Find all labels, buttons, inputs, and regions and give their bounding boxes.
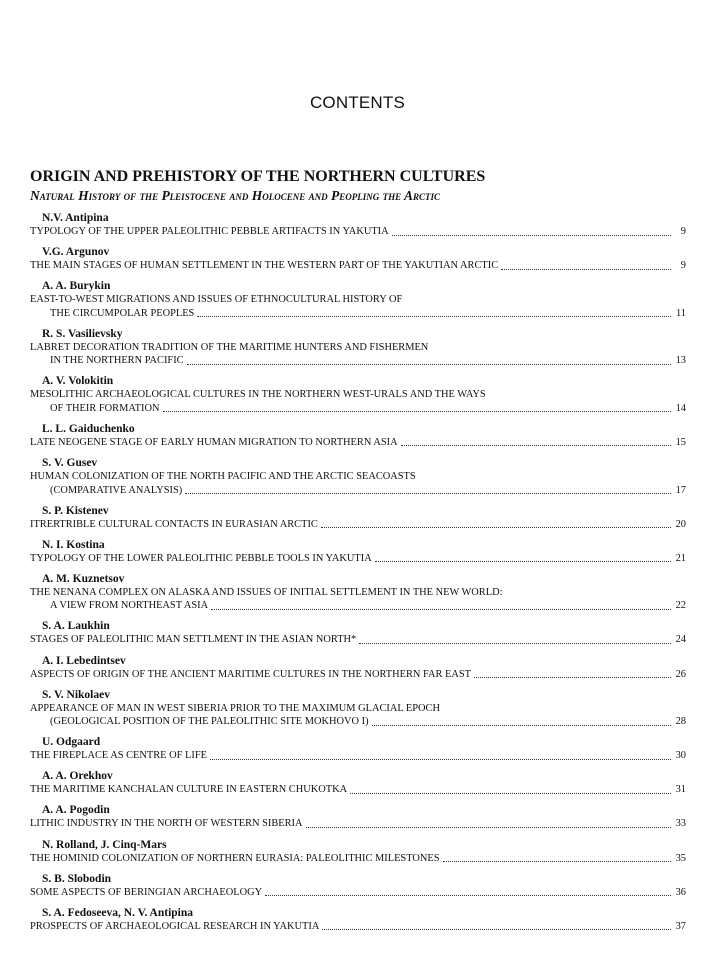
entry-title-line [30,783,686,797]
entry-page-number: 20 [675,518,686,530]
entry-author: S. V. Gusev [42,457,98,470]
entry-title-line [30,920,686,934]
entry-author: S. B. Slobodin [42,872,112,885]
entry-title-line [30,307,686,321]
entry-author: A. A. Burykin [42,280,111,293]
toc-entry[interactable] [30,838,686,866]
entry-title-line [30,402,686,416]
toc-entry[interactable] [30,872,686,900]
entry-gap [30,368,686,375]
entry-title-line [30,293,686,307]
entry-author: A. M. Kuznetsov [42,572,125,585]
entry-title: THE MAIN STAGES OF HUMAN SETTLEMENT IN THE WESTERN PART OF THE YAKUTIAN ARCTIC [30,260,499,272]
entry-author: S. A. Laukhin [42,620,110,633]
entry-gap [30,899,686,906]
entry-title-line [30,633,686,647]
entry-gap [30,531,686,538]
dot-leader [501,269,671,270]
entry-gap [30,239,686,246]
entry-gap [30,415,686,422]
entry-gap [30,565,686,572]
entry-title: ASPECTS OF ORIGIN OF THE ANCIENT MARITIME CULTURES IN THE NORTHERN FAR EAST [30,668,472,680]
entry-author: S. A. Fedoseeva, N. V. Antipina [42,906,194,919]
entry-gap [30,449,686,456]
entry-title: PROSPECTS OF ARCHAEOLOGICAL RESEARCH IN YAKUTIA [30,920,320,932]
entry-author: A. A. Pogodin [42,804,110,817]
entry-page-number: 31 [675,784,686,796]
entry-title: IN THE NORTHERN PACIFIC [50,355,184,367]
entry-author: S. P. Kistenev [42,504,109,517]
entry-title-line [30,586,686,600]
entry-gap [30,797,686,804]
entry-page-number: 15 [675,436,686,448]
entry-page-number: 35 [675,852,686,864]
toc-entries [30,211,686,933]
dot-leader [187,364,671,365]
entry-page-number: 11 [675,307,686,319]
entry-title-line [30,470,686,484]
toc-entry[interactable] [30,619,686,647]
entry-page-number: 28 [675,716,686,728]
dot-leader [359,643,671,644]
entry-gap [30,681,686,688]
toc-entry[interactable] [30,456,686,497]
entry-author: U. Odgaard [42,736,101,749]
entry-title: OF THEIR FORMATION [50,402,160,414]
entry-author: A. A. Orekhov [42,770,113,783]
dot-leader [443,861,672,862]
entry-author: N. I. Kostina [42,538,105,551]
entry-title: THE FIREPLACE AS CENTRE OF LIFE [30,750,207,762]
subsection-title: Natural History of the Pleistocene and Holocene and Peopling the Arctic [30,188,441,203]
entry-author: N. Rolland, J. Cinq-Mars [42,838,167,851]
entry-page-number: 26 [675,668,686,680]
entry-author: V.G. Argunov [42,246,110,259]
entry-title-line [30,886,686,900]
entry-page-number: 30 [675,750,686,762]
toc-entry[interactable] [30,803,686,831]
dot-leader [350,793,671,794]
toc-entry[interactable] [30,538,686,566]
entry-title: A VIEW FROM NORTHEAST ASIA [50,600,209,612]
entry-page-number: 17 [675,484,686,496]
entry-title: LATE NEOGENE STAGE OF EARLY HUMAN MIGRATION TO NORTHERN ASIA [30,436,398,448]
dot-leader [392,235,671,236]
entry-title-line [30,225,686,239]
toc-entry[interactable] [30,504,686,532]
entry-title: STAGES OF PALEOLITHIC MAN SETTLMENT IN THE ASIAN NORTH* [30,634,357,646]
entry-page-number: 13 [675,355,686,367]
entry-title-line [30,354,686,368]
dot-leader [210,759,671,760]
entry-page-number: 33 [675,818,686,830]
entry-page-number: 24 [675,634,686,646]
entry-title: THE MARITIME KANCHALAN CULTURE IN EASTERN CHUKOTKA [30,784,348,796]
dot-leader [474,677,671,678]
toc-entry[interactable] [30,422,686,450]
entry-page-number: 14 [675,402,686,414]
entry-author: S. V. Nikolaev [42,688,110,701]
entry-title: (GEOLOGICAL POSITION OF THE PALEOLITHIC SITE MOKHOVO I) [50,716,369,728]
entry-gap [30,273,686,280]
entry-gap [30,320,686,327]
entry-page-number: 37 [675,920,686,932]
toc-entry[interactable] [30,572,686,613]
entry-gap [30,865,686,872]
entry-page-number: 36 [675,886,686,898]
entry-gap [30,497,686,504]
entry-author: R. S. Vasilievsky [42,327,123,340]
entry-title-line [30,817,686,831]
entry-title-line [30,388,686,402]
entry-title-line [30,668,686,682]
dot-leader [185,493,671,494]
dot-leader [375,561,671,562]
entry-title-line [30,552,686,566]
entry-title: LABRET DECORATION TRADITION OF THE MARITIME HUNTERS AND FISHERMEN [30,341,429,353]
entry-title-line [30,484,686,498]
entry-title: HUMAN COLONIZATION OF THE NORTH PACIFIC AND THE ARCTIC SEACOASTS [30,471,416,483]
entry-gap [30,647,686,654]
entry-gap [30,613,686,620]
toc-entry[interactable] [30,279,686,320]
toc-entry[interactable] [30,906,686,934]
entry-title: LITHIC INDUSTRY IN THE NORTH OF WESTERN SIBERIA [30,818,303,830]
toc-entry[interactable] [30,211,686,239]
entry-title: THE HOMINID COLONIZATION OF NORTHERN EURASIA: PALEOLITHIC MILESTONES [30,852,440,864]
entry-title: THE NENANA COMPLEX ON ALASKA AND ISSUES OF INITIAL SETTLEMENT IN THE NEW WORLD: [30,586,503,598]
entry-title-line [30,715,686,729]
entry-title: EAST-TO-WEST MIGRATIONS AND ISSUES OF ETHNOCULTURAL HISTORY OF [30,294,403,306]
dot-leader [163,411,672,412]
entry-author: N.V. Antipina [42,212,109,224]
entry-title: ITRERTRIBLE CULTURAL CONTACTS IN EURASIAN ARCTIC [30,518,318,530]
entry-page-number: 21 [675,552,686,564]
entry-title-line [30,702,686,716]
entry-gap [30,729,686,736]
entry-title-line [30,852,686,866]
entry-title: TYPOLOGY OF THE UPPER PALEOLITHIC PEBBLE ARTIFACTS IN YAKUTIA [30,226,389,237]
section-title: ORIGIN AND PREHISTORY OF THE NORTHERN CULTURES [30,168,486,185]
entry-page-number: 9 [680,260,686,272]
entry-title: SOME ASPECTS OF BERINGIAN ARCHAEOLOGY [30,886,263,898]
toc-entry[interactable] [30,735,686,763]
entry-title: APPEARANCE OF MAN IN WEST SIBERIA PRIOR TO THE MAXIMUM GLACIAL EPOCH [30,702,440,714]
entry-title-line [30,259,686,273]
toc-entry[interactable] [30,769,686,797]
entry-author: A. V. Volokitin [42,375,114,388]
entry-title: TYPOLOGY OF THE LOWER PALEOLITHIC PEBBLE TOOLS IN YAKUTIA [30,552,372,564]
toc-entry[interactable] [30,688,686,729]
dot-leader [265,895,671,896]
toc-entry[interactable] [30,374,686,415]
dot-leader [321,527,671,528]
entry-title-line [30,341,686,355]
dot-leader [372,725,671,726]
entry-title: MESOLITHIC ARCHAEOLOGICAL CULTURES IN THE NORTHERN WEST-URALS AND THE WAYS [30,389,486,401]
entry-title-line [30,599,686,613]
entry-title-line [30,749,686,763]
toc-entry[interactable] [30,654,686,682]
toc-entry[interactable] [30,327,686,368]
entry-gap [30,763,686,770]
dot-leader [401,445,671,446]
entry-title-line [30,436,686,450]
toc-entry[interactable] [30,245,686,273]
entry-page-number: 9 [680,226,686,237]
entry-page-number: 22 [675,600,686,612]
entry-title-line [30,518,686,532]
dot-leader [197,316,671,317]
dot-leader [211,609,671,610]
dot-leader [306,827,671,828]
entry-gap [30,831,686,838]
contents-heading: CONTENTS [309,93,406,112]
entry-title: THE CIRCUMPOLAR PEOPLES [50,307,195,319]
entry-title: (COMPARATIVE ANALYSIS) [50,484,183,496]
entry-author: A. I. Lebedintsev [42,654,126,667]
entry-author: L. L. Gaiduchenko [42,422,135,435]
dot-leader [322,929,671,930]
